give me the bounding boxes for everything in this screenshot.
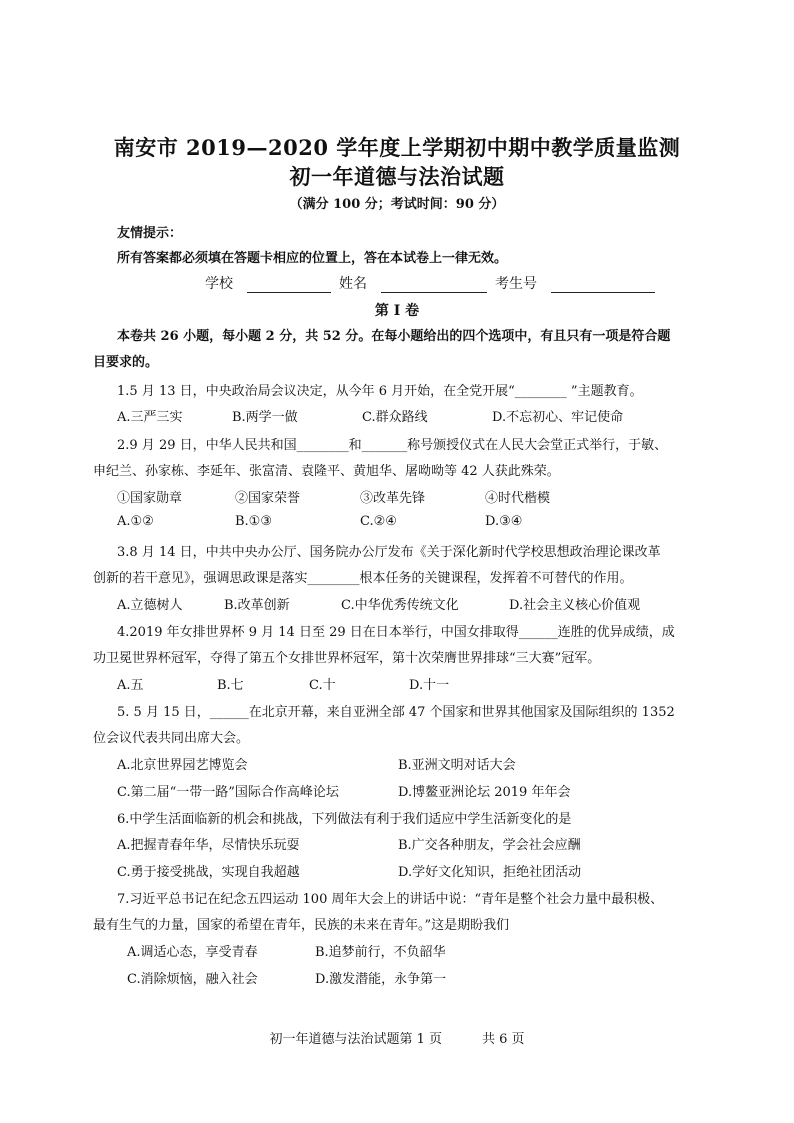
q2-stem-line1: 2.9 月 29 日，中华人民共和国________和_______称号颁授仪式在人民大会堂正式举行，于敏、 xyxy=(117,438,668,453)
q5-stem-line2: 位会议代表共同出席大会。 xyxy=(93,731,250,746)
q2-option-d[interactable]: D.③④ xyxy=(485,514,523,529)
footer-page-number: 初一年道德与法治试题第 1 页 xyxy=(269,1032,442,1047)
q2-item-1: ①国家勋章 xyxy=(117,491,183,506)
q4-option-c[interactable]: C.十 xyxy=(309,678,336,693)
school-label: 学校 xyxy=(205,276,233,292)
q7-option-b[interactable]: B.追梦前行，不负韶华 xyxy=(315,945,446,960)
q2-item-2: ②国家荣誉 xyxy=(235,491,301,506)
q3-stem-line2: 创新的若干意见》，强调思政课是落实________根本任务的关键课程，发挥着不可替代的作用。 xyxy=(93,571,633,586)
notice-label: 友情提示： xyxy=(117,226,183,241)
exam-no-blank[interactable] xyxy=(551,278,655,293)
q7-stem-line1: 7.习近平总书记在纪念五四运动 100 周年大会上的讲话中说：“青年是整个社会力量中最积极、 xyxy=(117,892,664,907)
section-instructions-line2: 目要求的。 xyxy=(93,355,159,370)
q6-option-d[interactable]: D.学好文化知识，拒绝社团活动 xyxy=(398,865,582,880)
q7-options-row1 xyxy=(127,941,446,960)
q4-stem-line2: 功卫冕世界杯冠军，夺得了第五个女排世界杯冠军，第十次荣膺世界排球“三大赛”冠军。 xyxy=(93,651,601,666)
q6-stem: 6.中学生活面临新的机会和挑战，下列做法有利于我们适应中学生活新变化的是 xyxy=(117,812,572,827)
section-title: 第 I 卷 xyxy=(374,303,420,319)
q5-option-a[interactable]: A.北京世界园艺博览会 xyxy=(117,758,248,773)
q2-options xyxy=(117,514,522,529)
q3-option-a[interactable]: A.立德树人 xyxy=(117,598,183,613)
q6-options-row2 xyxy=(117,861,581,880)
q3-option-b[interactable]: B.改革创新 xyxy=(224,598,290,613)
q6-option-a[interactable]: A.把握青春年华，尽情快乐玩耍 xyxy=(117,838,300,853)
q6-option-c[interactable]: C.勇于接受挑战，实现自我超越 xyxy=(117,865,300,880)
q7-option-c[interactable]: C.消除烦恼，融入社会 xyxy=(127,972,258,987)
section-instructions-line1: 本卷共 26 小题，每小题 2 分，共 52 分。在每小题给出的四个选项中，有且只有一项是符合题 xyxy=(117,329,671,344)
q2-option-c[interactable]: C.②④ xyxy=(360,514,397,529)
q4-stem-line1: 4.2019 年女排世界杯 9 月 14 日至 29 日在日本举行，中国女排取得______连胜的优异成绩，成 xyxy=(117,625,675,640)
q4-option-d[interactable]: D.十一 xyxy=(409,678,450,693)
q1-options xyxy=(117,406,623,425)
q2-option-a[interactable]: A.①② xyxy=(117,514,154,529)
q4-option-b[interactable]: B.七 xyxy=(217,678,244,693)
q3-options xyxy=(117,594,640,613)
q1-stem: 1.5 月 13 日，中央政治局会议决定，从今年 6 月开始，在全党开展“________ ”主题教育。 xyxy=(117,384,643,399)
q2-stem-line2: 申纪兰、孙家栋、李延年、张富清、袁隆平、黄旭华、屠呦呦等 42 人获此殊荣。 xyxy=(93,464,560,479)
q7-options-row2 xyxy=(127,968,446,987)
q7-option-a[interactable]: A.调适心态，享受青春 xyxy=(127,945,258,960)
q5-options-row2 xyxy=(117,781,570,800)
notice-text: 所有答案都必须填在答题卡相应的位置上，答在本试卷上一律无效。 xyxy=(117,251,508,266)
q1-option-b[interactable]: B.两学一做 xyxy=(232,410,298,425)
q5-option-d[interactable]: D.博鳌亚洲论坛 2019 年年会 xyxy=(398,785,571,800)
q3-option-c[interactable]: C.中华优秀传统文化 xyxy=(341,598,459,613)
q2-items xyxy=(117,487,550,506)
exam-title-line1: 南安市 2019—2020 学年度上学期初中期中教学质量监测 xyxy=(113,135,681,160)
q2-option-b[interactable]: B.①③ xyxy=(235,514,272,529)
q2-item-4: ④时代楷模 xyxy=(485,491,551,506)
q3-option-d[interactable]: D.社会主义核心价值观 xyxy=(509,598,641,613)
q1-option-c[interactable]: C.群众路线 xyxy=(362,410,428,425)
q4-options xyxy=(117,674,449,693)
q6-option-b[interactable]: B.广交各种朋友，学会社会应酬 xyxy=(398,838,581,853)
q1-option-d[interactable]: D.不忘初心、牢记使命 xyxy=(492,410,624,425)
school-blank[interactable] xyxy=(247,278,331,293)
q2-item-3: ③改革先锋 xyxy=(360,491,426,506)
footer-total-pages: 共 6 页 xyxy=(482,1032,525,1047)
page-footer xyxy=(0,1028,794,1047)
q7-option-d[interactable]: D.激发潜能，永争第一 xyxy=(315,972,447,987)
name-blank[interactable] xyxy=(381,278,487,293)
exam-no-label: 考生号 xyxy=(495,276,537,292)
exam-title-line2: 初一年道德与法治试题 xyxy=(289,164,505,189)
q5-options-row1 xyxy=(117,754,516,773)
student-info-fields xyxy=(205,273,663,293)
q3-stem-line1: 3.8 月 14 日，中共中央办公厅、国务院办公厅发布《关于深化新时代学校思想政治理论课改革 xyxy=(117,545,661,560)
q4-option-a[interactable]: A.五 xyxy=(117,678,144,693)
name-label: 姓名 xyxy=(339,276,367,292)
exam-subtitle: （满分 100 分；考试时间：90 分） xyxy=(289,197,505,212)
q7-stem-line2: 最有生气的力量，国家的希望在青年，民族的未来在青年。”这是期盼我们 xyxy=(93,918,510,933)
q1-option-a[interactable]: A.三严三实 xyxy=(117,410,183,425)
q5-option-c[interactable]: C.第二届“一带一路”国际合作高峰论坛 xyxy=(117,785,339,800)
q5-option-b[interactable]: B.亚洲文明对话大会 xyxy=(398,758,516,773)
q6-options-row1 xyxy=(117,834,581,853)
q5-stem-line1: 5. 5 月 15 日，______在北京开幕，来自亚洲全部 47 个国家和世界其他国家及国际组织的 1352 xyxy=(117,705,675,720)
